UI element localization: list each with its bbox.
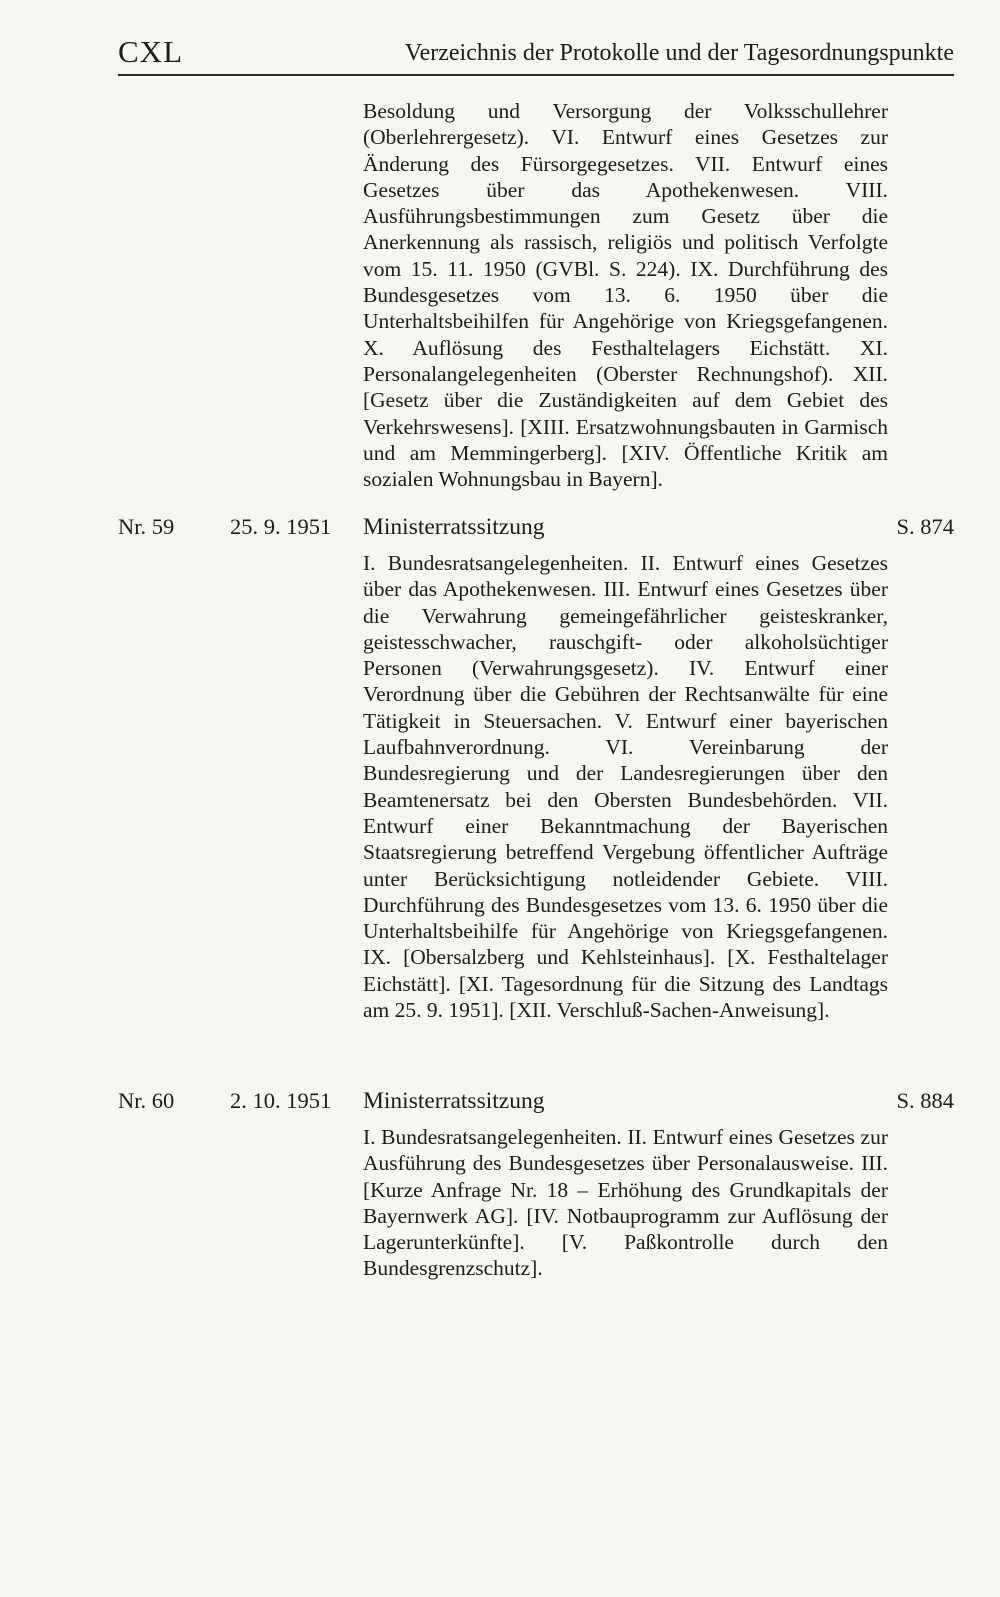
- running-header: [118, 30, 954, 76]
- continuation-text: Besoldung und Versorgung der Volksschullehrer (Oberlehrergesetz). VI. Entwurf eines Gesetzes zur Änderung des Fürsorgegesetzes. VII. Entwurf eines Gesetzes über das Apothekenwesen. VIII. Ausführungsbestimmungen zum Gesetz über die Anerkennung als rassisch, religiös und politisch Verfolgte vom 15. 11. 1950 (GVBl. S. 224). IX. Durchführung des Bundesgesetzes vom 13. 6. 1950 über die Unterhaltsbeihilfen für Angehörige von Kriegsgefangenen. X. Auflösung des Festhaltelagers Eichstätt. XI. Personalangelegenheiten (Oberster Rechnungshof). XII. [Gesetz über die Zuständigkeiten auf dem Gebiet des Verkehrswesens]. [XIII. Ersatzwohnungsbauten in Garmisch und am Memmingerberg]. [XIV. Öffentliche Kritik am sozialen Wohnungsbau in Bayern].: [363, 99, 888, 492]
- entry-page: S. 874: [896, 514, 954, 539]
- entry-page: S. 884: [896, 1088, 954, 1113]
- entry-number: Nr. 59: [118, 514, 175, 539]
- running-title: Verzeichnis der Protokolle und der Tagesordnungspunkte: [404, 40, 954, 66]
- entry-number: Nr. 60: [118, 1088, 175, 1113]
- entry-agenda-nr-60: I. Bundesratsangelegenheiten. II. Entwurf eines Gesetzes zur Ausführung des Bundesgesetzes über Personalausweise. III. [Kurze Anfrage Nr. 18 – Erhöhung des Grundkapitals der Bayernwerk AG]. [IV. Notbauprogramm zur Auflösung der Lagerunterkünfte]. [V. Paßkontrolle durch den Bundesgrenzschutz].: [363, 1125, 888, 1281]
- entry-date: 25. 9. 1951: [230, 514, 332, 539]
- entry-title: Ministerratssitzung: [363, 514, 545, 540]
- entry-title: Ministerratssitzung: [363, 1088, 545, 1114]
- entry-header-nr-60: [118, 1088, 954, 1118]
- entry-agenda-nr-59: I. Bundesratsangelegenheiten. II. Entwurf eines Gesetzes über das Apothekenwesen. III. Entwurf eines Gesetzes über die Verwahrung gemeingefährlicher geisteskranker, geistesschwacher, rauschgift- oder alkoholsüchtiger Personen (Verwahrungsgesetz). IV. Entwurf einer Verordnung über die Gebühren der Rechtsanwälte für eine Tätigkeit in Steuersachen. V. Entwurf einer bayerischen Laufbahnverordnung. VI. Vereinbarung der Bundesregierung und der Landesregierungen über den Beamtenersatz bei den Obersten Bundesbehörden. VII. Entwurf einer Bekanntmachung der Bayerischen Staatsregierung betreffend Vergebung öffentlicher Aufträge unter Berücksichtigung notleidender Gebiete. VIII. Durchführung des Bundesgesetzes vom 13. 6. 1950 über die Unterhaltsbeihilfe für Angehörige von Kriegsgefangenen. IX. [Obersalzberg und Kehlsteinhaus]. [X. Festhaltelager Eichstätt]. [XI. Tagesordnung für die Sitzung des Landtags am 25. 9. 1951]. [XII. Verschluß-Sachen-Anweisung].: [363, 551, 888, 1023]
- entry-header-nr-59: [118, 514, 954, 544]
- entry-date: 2. 10. 1951: [230, 1088, 332, 1113]
- page-number: CXL: [118, 34, 183, 69]
